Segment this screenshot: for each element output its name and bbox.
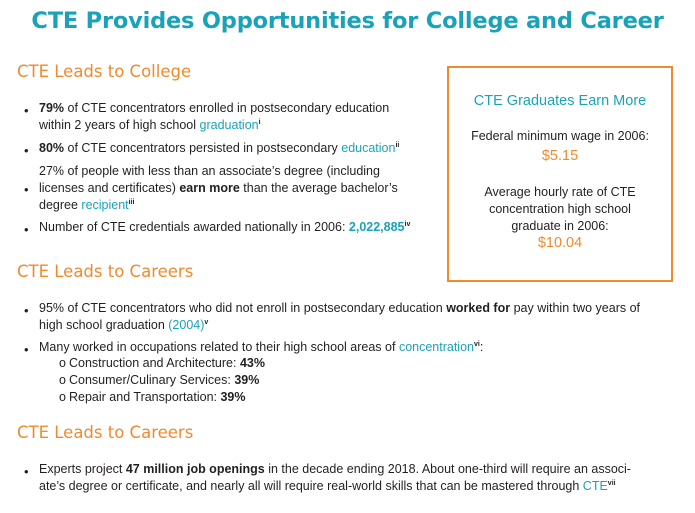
bullet: • xyxy=(24,143,29,158)
college-bullet-2: 80% of CTE concentrators persisted in postsecondary education$^{ii}$ xyxy=(39,141,400,155)
sub-item: Repair and Transportation: 39% xyxy=(69,390,246,404)
bullet: • xyxy=(24,464,29,479)
footnote-link[interactable]: recipient xyxy=(81,198,129,212)
sub-item: Consumer/Culinary Services: 39% xyxy=(69,373,260,387)
footnote-link[interactable]: concentration xyxy=(398,340,474,354)
sub-bullet: o xyxy=(59,356,66,370)
careers-bullet-2: Many worked in occupations related to their high school areas of concentration$^{vi}$: xyxy=(39,340,484,354)
footnote-link[interactable]: CTE xyxy=(582,479,608,493)
section-heading-college: CTE Leads to College xyxy=(17,62,192,81)
section-heading-careers-2: CTE Leads to Careers xyxy=(17,423,194,442)
earnings-sidebar xyxy=(447,66,673,282)
bullet: • xyxy=(24,103,29,118)
bullet: • xyxy=(24,303,29,318)
page-title: CTE Provides Opportunities for College and Career xyxy=(31,8,664,34)
careers-bullet-1: 95% of CTE concentrators who did not enroll in postsecondary education worked for pay within two years of high school graduation $(2004)^v$ xyxy=(39,301,641,332)
footnote-link[interactable]: graduation xyxy=(199,118,259,132)
sub-item: Construction and Architecture: 43% xyxy=(69,356,265,370)
bullet: • xyxy=(24,182,29,197)
footnote-link[interactable]: education xyxy=(341,141,396,155)
avg-rate-value: $10.04 xyxy=(537,235,583,251)
sidebar-heading: CTE Graduates Earn More xyxy=(473,93,647,109)
section-heading-careers: CTE Leads to Careers xyxy=(17,262,194,281)
bullet: • xyxy=(24,222,29,237)
min-wage-value: $5.15 xyxy=(541,148,579,164)
sub-bullet: o xyxy=(59,390,66,404)
college-bullet-1: 79% of CTE concentrators enrolled in postsecondary education within 2 years of high school graduation$^i$ xyxy=(39,101,390,132)
min-wage-label: Federal minimum wage in 2006: xyxy=(471,129,649,143)
avg-rate-label: Average hourly rate of CTE concentration high school graduate in 2006: xyxy=(484,185,636,233)
bullet: • xyxy=(24,342,29,357)
college-bullet-3-line1: 27% of people with less than an associate’s degree (including xyxy=(39,164,380,178)
careers2-bullet-1: Experts project 47 million job openings in the decade ending 2018. About one-third will require an associ- ate’s degree or certificate, and nearly all will require real-world skills that can be mastered through CTE$^{vii}$ xyxy=(39,462,631,493)
college-bullet-4: Number of CTE credentials awarded nationally in 2006: 2,022,885$^{iv}$ xyxy=(39,220,411,234)
sub-bullet: o xyxy=(59,373,66,387)
footnote-link[interactable]: (2004) xyxy=(168,318,205,332)
college-bullet-3: licenses and certificates) earn more than the average bachelor’s degree recipient$^{iii}$ xyxy=(39,181,398,212)
